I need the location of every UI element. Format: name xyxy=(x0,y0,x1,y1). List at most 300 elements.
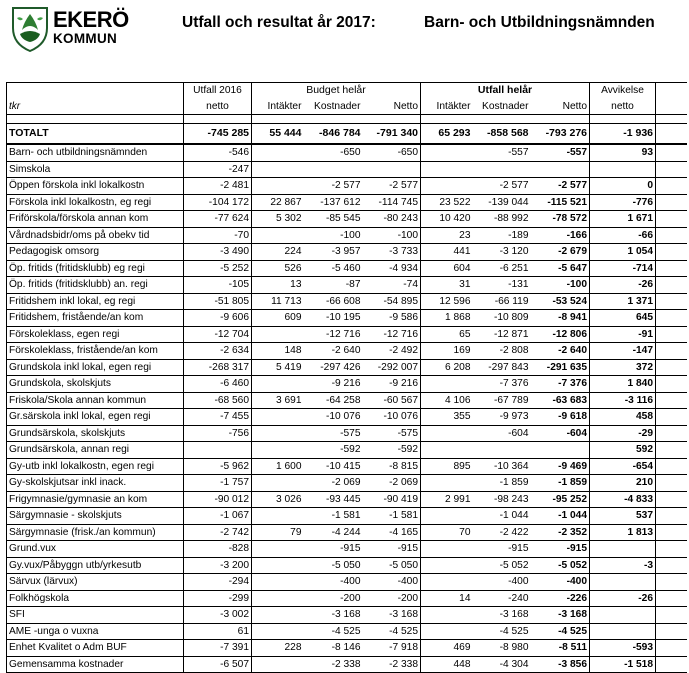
cell-empty xyxy=(656,607,687,624)
cell-utfall-netto xyxy=(531,161,590,178)
cell-utfall2016: -70 xyxy=(184,227,252,244)
cell-utfall-kostnader: -6 251 xyxy=(473,260,531,277)
row-label: Simskola xyxy=(7,161,184,178)
cell-utfall-netto: -1 859 xyxy=(531,475,590,492)
row-label: AME -unga o vuxna xyxy=(7,623,184,640)
table-row xyxy=(7,590,687,607)
cell-utfall-kostnader: -4 304 xyxy=(473,656,531,673)
cell-utfall-kostnader: -2 808 xyxy=(473,343,531,360)
cell-utfall-netto: -8 941 xyxy=(531,310,590,327)
cell-utfall2016: -828 xyxy=(184,541,252,558)
cell-utfall-intakter: 10 420 xyxy=(421,211,473,228)
row-label: Förskoleklass, egen regi xyxy=(7,326,184,343)
row-label: Öp. fritids (fritidsklubb) an. regi xyxy=(7,277,184,294)
row-label: SFI xyxy=(7,607,184,624)
cell-budget-kostnader: -10 195 xyxy=(304,310,363,327)
cell-utfall-intakter xyxy=(421,541,473,558)
cell-budget-intakter xyxy=(252,590,304,607)
cell-empty xyxy=(656,178,687,195)
table-row xyxy=(7,326,687,343)
cell-utfall-intakter: 355 xyxy=(421,409,473,426)
cell-utfall-kostnader: -3 168 xyxy=(473,607,531,624)
cell-empty xyxy=(656,211,687,228)
cell-budget-intakter: 3 026 xyxy=(252,491,304,508)
header-budget-netto: Netto xyxy=(363,99,421,115)
cell-utfall-intakter: 23 522 xyxy=(421,194,473,211)
cell-utfall2016: -2 742 xyxy=(184,524,252,541)
cell-avvikelse: -593 xyxy=(590,640,656,657)
cell-utfall-netto: -12 806 xyxy=(531,326,590,343)
cell-budget-intakter xyxy=(252,508,304,525)
cell-budget-intakter: 22 867 xyxy=(252,194,304,211)
header-empty xyxy=(656,99,687,115)
cell-utfall-intakter xyxy=(421,557,473,574)
cell-utfall-netto: -100 xyxy=(531,277,590,294)
cell-utfall-netto: -557 xyxy=(531,144,590,161)
cell-utfall-netto: -2 679 xyxy=(531,244,590,261)
row-label: Förskoleklass, fristående/an kom xyxy=(7,343,184,360)
cell-budget-intakter xyxy=(252,574,304,591)
cell-avvikelse: -26 xyxy=(590,277,656,294)
cell-avvikelse xyxy=(590,161,656,178)
cell-avvikelse xyxy=(590,541,656,558)
cell-utfall-kostnader: -10 364 xyxy=(473,458,531,475)
cell-budget-netto: -9 586 xyxy=(363,310,421,327)
cell-budget-kostnader: -400 xyxy=(304,574,363,591)
cell-utfall-kostnader: -240 xyxy=(473,590,531,607)
header-utfall2016: Utfall 2016 xyxy=(184,83,252,99)
cell-empty xyxy=(656,194,687,211)
cell-utfall2016: -3 490 xyxy=(184,244,252,261)
cell-utfall-netto xyxy=(531,442,590,459)
cell-budget-netto: -100 xyxy=(363,227,421,244)
row-label: Gy-utb inkl lokalkostn, egen regi xyxy=(7,458,184,475)
cell-avvikelse: -26 xyxy=(590,590,656,607)
cell-budget-kostnader: -4 525 xyxy=(304,623,363,640)
cell-avvikelse: 1 671 xyxy=(590,211,656,228)
table-row xyxy=(7,491,687,508)
cell-utfall2016: -3 200 xyxy=(184,557,252,574)
cell-utfall-intakter: 31 xyxy=(421,277,473,294)
cell-avvikelse xyxy=(590,623,656,640)
header-budget-kostnader: Kostnader xyxy=(304,99,363,115)
cell-utfall-kostnader: -557 xyxy=(473,144,531,161)
cell-utfall2016: -5 252 xyxy=(184,260,252,277)
cell-utfall-intakter: 6 208 xyxy=(421,359,473,376)
cell-budget-kostnader: -2 069 xyxy=(304,475,363,492)
row-label: Grundsärskola, skolskjuts xyxy=(7,425,184,442)
cell-utfall-netto: -166 xyxy=(531,227,590,244)
cell-budget-intakter xyxy=(252,326,304,343)
logo-text-ekero: EKERÖ xyxy=(53,7,129,32)
table-row xyxy=(7,277,687,294)
cell-utfall-netto: -226 xyxy=(531,590,590,607)
cell-avvikelse: 0 xyxy=(590,178,656,195)
header-budget-group: Budget helår xyxy=(252,83,421,99)
cell-utfall-kostnader: -8 980 xyxy=(473,640,531,657)
cell-budget-intakter xyxy=(252,144,304,161)
cell-utfall-netto: -2 352 xyxy=(531,524,590,541)
cell-utfall-kostnader: -2 422 xyxy=(473,524,531,541)
cell-utfall-kostnader: -189 xyxy=(473,227,531,244)
row-label: Grundskola, skolskjuts xyxy=(7,376,184,393)
row-label: Gr.särskola inkl lokal, egen regi xyxy=(7,409,184,426)
cell-utfall2016: -756 xyxy=(184,425,252,442)
cell-utfall-netto: -291 635 xyxy=(531,359,590,376)
cell-utfall-netto: -5 647 xyxy=(531,260,590,277)
cell-avvikelse xyxy=(590,607,656,624)
cell-budget-intakter xyxy=(252,376,304,393)
row-label: Grundskola inkl lokal, egen regi xyxy=(7,359,184,376)
cell-budget-kostnader: -575 xyxy=(304,425,363,442)
total-label: TOTALT xyxy=(7,124,184,145)
page-subtitle: Barn- och Utbildningsnämnden xyxy=(424,14,655,31)
cell-utfall-kostnader: -12 871 xyxy=(473,326,531,343)
cell-budget-intakter xyxy=(252,607,304,624)
cell-utfall-kostnader: -66 119 xyxy=(473,293,531,310)
cell-avvikelse: 645 xyxy=(590,310,656,327)
spacer-cell xyxy=(7,115,184,124)
cell-empty xyxy=(656,640,687,657)
cell-budget-kostnader: -5 050 xyxy=(304,557,363,574)
cell-budget-kostnader: -87 xyxy=(304,277,363,294)
row-label: Fritidshem, fristående/an kom xyxy=(7,310,184,327)
cell-utfall2016: -7 391 xyxy=(184,640,252,657)
table-row xyxy=(7,508,687,525)
spacer-row xyxy=(7,115,687,124)
table-row xyxy=(7,656,687,673)
cell-empty xyxy=(656,656,687,673)
cell-avvikelse: -3 xyxy=(590,557,656,574)
cell-empty xyxy=(656,144,687,161)
cell-budget-intakter: 13 xyxy=(252,277,304,294)
cell-utfall-intakter: 23 xyxy=(421,227,473,244)
cell-utfall-netto: -2 577 xyxy=(531,178,590,195)
cell-utfall-kostnader: -67 789 xyxy=(473,392,531,409)
cell-budget-kostnader: -3 168 xyxy=(304,607,363,624)
total-empty xyxy=(656,124,687,145)
cell-budget-kostnader: -10 415 xyxy=(304,458,363,475)
header-budget-intakter: Intäkter xyxy=(252,99,304,115)
cell-utfall-netto: -115 521 xyxy=(531,194,590,211)
cell-empty xyxy=(656,409,687,426)
cell-budget-netto: -5 050 xyxy=(363,557,421,574)
cell-budget-kostnader: -64 258 xyxy=(304,392,363,409)
cell-empty xyxy=(656,326,687,343)
cell-empty xyxy=(656,524,687,541)
row-label: Gy.vux/Påbyggn utb/yrkesutb xyxy=(7,557,184,574)
cell-utfall-intakter xyxy=(421,161,473,178)
cell-utfall-netto: -4 525 xyxy=(531,623,590,640)
cell-budget-kostnader: -137 612 xyxy=(304,194,363,211)
cell-avvikelse: 93 xyxy=(590,144,656,161)
cell-empty xyxy=(656,557,687,574)
cell-avvikelse: -147 xyxy=(590,343,656,360)
cell-budget-intakter: 148 xyxy=(252,343,304,360)
cell-utfall-intakter: 65 xyxy=(421,326,473,343)
cell-budget-kostnader: -200 xyxy=(304,590,363,607)
row-label: Gy-skolskjutsar inkl inack. xyxy=(7,475,184,492)
cell-avvikelse: 372 xyxy=(590,359,656,376)
row-label: Folkhögskola xyxy=(7,590,184,607)
cell-utfall2016: -5 962 xyxy=(184,458,252,475)
table-row xyxy=(7,392,687,409)
cell-budget-intakter xyxy=(252,227,304,244)
cell-utfall-intakter: 169 xyxy=(421,343,473,360)
table-row xyxy=(7,310,687,327)
cell-utfall2016: -105 xyxy=(184,277,252,294)
cell-empty xyxy=(656,359,687,376)
header-avvikelse-netto: netto xyxy=(590,99,656,115)
cell-utfall-intakter: 895 xyxy=(421,458,473,475)
header-utfall-intakter: Intäkter xyxy=(421,99,473,115)
cell-avvikelse: -66 xyxy=(590,227,656,244)
cell-utfall2016: -2 481 xyxy=(184,178,252,195)
cell-avvikelse: -776 xyxy=(590,194,656,211)
cell-utfall-intakter: 441 xyxy=(421,244,473,261)
cell-empty xyxy=(656,491,687,508)
header-utfall2016-netto: netto xyxy=(184,99,252,115)
cell-budget-kostnader: -10 076 xyxy=(304,409,363,426)
header-row-2 xyxy=(7,99,687,115)
row-label: Gemensamma kostnader xyxy=(7,656,184,673)
cell-budget-kostnader: -650 xyxy=(304,144,363,161)
table-row xyxy=(7,178,687,195)
total-budget-kostnader: -846 784 xyxy=(304,124,363,145)
header-utfall-kostnader: Kostnader xyxy=(473,99,531,115)
table-row xyxy=(7,475,687,492)
cell-utfall-kostnader: -139 044 xyxy=(473,194,531,211)
page-title: Utfall och resultat år 2017: xyxy=(182,14,376,31)
cell-utfall2016: -104 172 xyxy=(184,194,252,211)
cell-utfall-kostnader: -9 973 xyxy=(473,409,531,426)
cell-utfall2016: -77 624 xyxy=(184,211,252,228)
table-row xyxy=(7,409,687,426)
table-row xyxy=(7,557,687,574)
cell-budget-netto: -80 243 xyxy=(363,211,421,228)
total-utfall-intakter: 65 293 xyxy=(421,124,473,145)
cell-utfall-netto: -2 640 xyxy=(531,343,590,360)
cell-budget-kostnader: -2 640 xyxy=(304,343,363,360)
cell-avvikelse: 537 xyxy=(590,508,656,525)
cell-budget-kostnader: -2 338 xyxy=(304,656,363,673)
cell-empty xyxy=(656,227,687,244)
row-label: Friförskola/förskola annan kom xyxy=(7,211,184,228)
table-row xyxy=(7,623,687,640)
cell-utfall-netto: -63 683 xyxy=(531,392,590,409)
cell-utfall2016: -2 634 xyxy=(184,343,252,360)
row-label: Pedagogisk omsorg xyxy=(7,244,184,261)
spacer-cell xyxy=(252,115,304,124)
cell-budget-netto: -292 007 xyxy=(363,359,421,376)
cell-budget-netto: -915 xyxy=(363,541,421,558)
cell-utfall-intakter xyxy=(421,623,473,640)
cell-utfall-intakter xyxy=(421,607,473,624)
cell-utfall-netto: -400 xyxy=(531,574,590,591)
cell-utfall-intakter: 604 xyxy=(421,260,473,277)
cell-utfall2016: -7 455 xyxy=(184,409,252,426)
cell-empty xyxy=(656,310,687,327)
cell-empty xyxy=(656,293,687,310)
row-label: Friskola/Skola annan kommun xyxy=(7,392,184,409)
cell-budget-netto: -74 xyxy=(363,277,421,294)
table-row xyxy=(7,376,687,393)
cell-empty xyxy=(656,508,687,525)
spacer-cell xyxy=(656,115,687,124)
cell-budget-netto: -2 492 xyxy=(363,343,421,360)
cell-utfall2016: -268 317 xyxy=(184,359,252,376)
spacer-cell xyxy=(531,115,590,124)
header-avvikelse: Avvikelse xyxy=(590,83,656,99)
table-row xyxy=(7,442,687,459)
cell-utfall-kostnader: -7 376 xyxy=(473,376,531,393)
cell-utfall-netto: -9 618 xyxy=(531,409,590,426)
cell-avvikelse: -91 xyxy=(590,326,656,343)
cell-avvikelse: 210 xyxy=(590,475,656,492)
cell-budget-kostnader: -8 146 xyxy=(304,640,363,657)
cell-budget-intakter xyxy=(252,656,304,673)
table-row xyxy=(7,227,687,244)
cell-utfall2016: -247 xyxy=(184,161,252,178)
cell-budget-netto: -4 165 xyxy=(363,524,421,541)
cell-avvikelse: 1 840 xyxy=(590,376,656,393)
cell-budget-intakter xyxy=(252,557,304,574)
row-label: Grund.vux xyxy=(7,541,184,558)
cell-utfall-kostnader xyxy=(473,161,531,178)
table-row xyxy=(7,640,687,657)
header-label-cell xyxy=(7,83,184,99)
row-label: Fritidshem inkl lokal, eg regi xyxy=(7,293,184,310)
cell-utfall-kostnader: -10 809 xyxy=(473,310,531,327)
cell-utfall2016: -3 002 xyxy=(184,607,252,624)
spacer-cell xyxy=(363,115,421,124)
total-budget-netto: -791 340 xyxy=(363,124,421,145)
cell-empty xyxy=(656,260,687,277)
table-row xyxy=(7,541,687,558)
total-budget-intakter: 55 444 xyxy=(252,124,304,145)
cell-empty xyxy=(656,376,687,393)
spacer-cell xyxy=(590,115,656,124)
cell-budget-intakter: 1 600 xyxy=(252,458,304,475)
table-row xyxy=(7,343,687,360)
cell-budget-intakter: 79 xyxy=(252,524,304,541)
cell-empty xyxy=(656,244,687,261)
row-label: Öppen förskola inkl lokalkostn xyxy=(7,178,184,195)
cell-budget-kostnader: -1 581 xyxy=(304,508,363,525)
cell-utfall-intakter xyxy=(421,425,473,442)
cell-budget-intakter xyxy=(252,442,304,459)
cell-utfall-netto: -78 572 xyxy=(531,211,590,228)
cell-budget-netto xyxy=(363,161,421,178)
row-label: Öp. fritids (fritidsklubb) eg regi xyxy=(7,260,184,277)
total-row xyxy=(7,124,687,145)
cell-utfall-kostnader: -297 843 xyxy=(473,359,531,376)
total-utfall-kostnader: -858 568 xyxy=(473,124,531,145)
table-row xyxy=(7,161,687,178)
row-label: Särgymnasie (frisk./an kommun) xyxy=(7,524,184,541)
cell-utfall-kostnader: -88 992 xyxy=(473,211,531,228)
cell-budget-intakter: 3 691 xyxy=(252,392,304,409)
cell-budget-kostnader: -9 216 xyxy=(304,376,363,393)
table-row xyxy=(7,359,687,376)
cell-utfall-netto: -9 469 xyxy=(531,458,590,475)
cell-empty xyxy=(656,277,687,294)
cell-empty xyxy=(656,574,687,591)
table-row xyxy=(7,524,687,541)
cell-budget-netto: -4 934 xyxy=(363,260,421,277)
cell-utfall2016: -6 507 xyxy=(184,656,252,673)
cell-budget-intakter xyxy=(252,409,304,426)
header-utfall-group: Utfall helår xyxy=(421,83,590,99)
cell-budget-netto: -1 581 xyxy=(363,508,421,525)
cell-utfall-intakter xyxy=(421,376,473,393)
cell-utfall2016: -90 012 xyxy=(184,491,252,508)
cell-utfall-intakter: 14 xyxy=(421,590,473,607)
cell-budget-netto: -90 419 xyxy=(363,491,421,508)
cell-utfall-intakter xyxy=(421,508,473,525)
cell-utfall-kostnader: -915 xyxy=(473,541,531,558)
cell-utfall-netto: -1 044 xyxy=(531,508,590,525)
cell-avvikelse: -714 xyxy=(590,260,656,277)
cell-utfall2016: -294 xyxy=(184,574,252,591)
cell-empty xyxy=(656,343,687,360)
table-row xyxy=(7,244,687,261)
table-row xyxy=(7,574,687,591)
cell-utfall-kostnader: -131 xyxy=(473,277,531,294)
ekero-shield-icon xyxy=(10,6,50,52)
cell-budget-intakter xyxy=(252,178,304,195)
cell-budget-kostnader: -2 577 xyxy=(304,178,363,195)
cell-budget-kostnader: -93 445 xyxy=(304,491,363,508)
cell-budget-netto: -8 815 xyxy=(363,458,421,475)
cell-utfall-netto: -3 856 xyxy=(531,656,590,673)
cell-utfall-netto: -604 xyxy=(531,425,590,442)
cell-budget-netto: -114 745 xyxy=(363,194,421,211)
cell-avvikelse: -4 833 xyxy=(590,491,656,508)
cell-budget-netto: -592 xyxy=(363,442,421,459)
cell-utfall-intakter: 2 991 xyxy=(421,491,473,508)
cell-budget-netto: -9 216 xyxy=(363,376,421,393)
cell-utfall2016: -68 560 xyxy=(184,392,252,409)
cell-budget-netto: -650 xyxy=(363,144,421,161)
spacer-cell xyxy=(421,115,473,124)
cell-utfall-intakter xyxy=(421,475,473,492)
cell-budget-intakter xyxy=(252,475,304,492)
cell-budget-netto: -2 577 xyxy=(363,178,421,195)
cell-utfall-netto: -95 252 xyxy=(531,491,590,508)
cell-budget-netto: -400 xyxy=(363,574,421,591)
header-unit: tkr xyxy=(7,99,184,115)
results-table xyxy=(6,82,687,673)
cell-utfall-intakter: 12 596 xyxy=(421,293,473,310)
cell-budget-intakter: 11 713 xyxy=(252,293,304,310)
row-label: Särgymnasie - skolskjuts xyxy=(7,508,184,525)
cell-budget-kostnader xyxy=(304,161,363,178)
cell-budget-intakter: 609 xyxy=(252,310,304,327)
cell-budget-intakter: 5 302 xyxy=(252,211,304,228)
cell-avvikelse: -3 116 xyxy=(590,392,656,409)
cell-budget-kostnader: -100 xyxy=(304,227,363,244)
cell-budget-netto: -3 733 xyxy=(363,244,421,261)
cell-budget-intakter xyxy=(252,541,304,558)
table-row xyxy=(7,144,687,161)
table-row xyxy=(7,607,687,624)
row-label: Grundsärskola, annan regi xyxy=(7,442,184,459)
cell-utfall2016: 61 xyxy=(184,623,252,640)
row-label: Enhet Kvalitet o Adm BUF xyxy=(7,640,184,657)
cell-avvikelse: -29 xyxy=(590,425,656,442)
spacer-cell xyxy=(473,115,531,124)
